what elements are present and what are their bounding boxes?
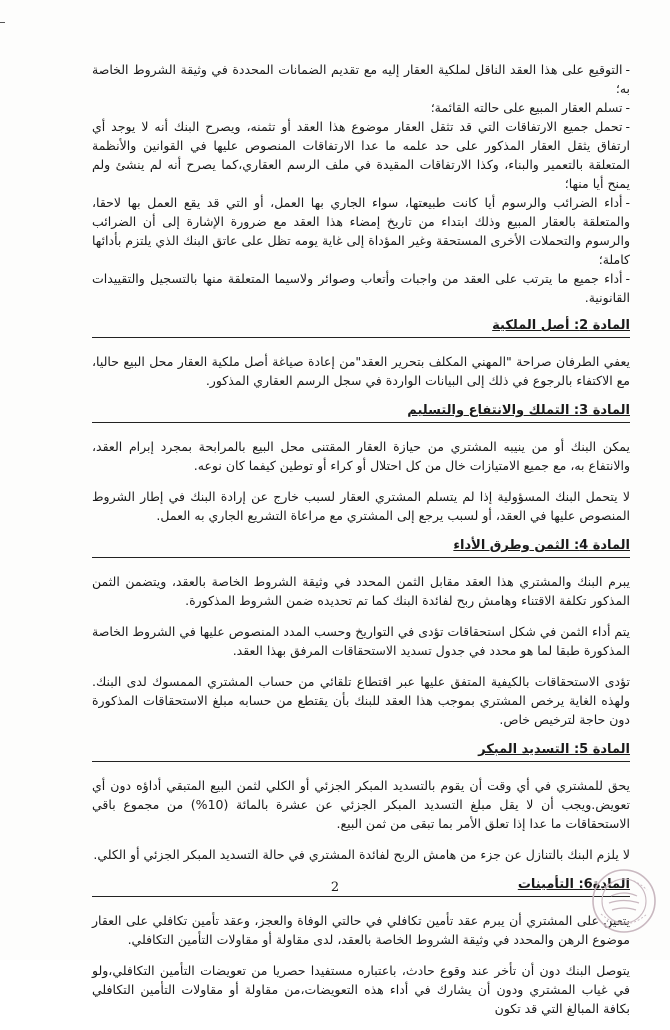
list-item: -أداء الضرائب والرسوم أيا كانت طبيعتها، سواء الجاري بها العمل، أو التي قد يقع العمل بها لاحقا، والمتعلقة بالعقار المبيع وذلك ابتداء من تاريخ إمضاء هذا العقد مع ضرورة الإشارة إلى أن الضرائب والرسوم والتحملات الأخرى المستحقة وغير المؤداة إلى غاية يومه تظل على عاتق البنك الذي يلتزم بأدائها كاملة؛ [92, 195, 630, 267]
list-item: -تسلم العقار المبيع على حالته القائمة؛ [430, 100, 630, 115]
article-6-paragraph: يتوصل البنك دون أن تأخر عند وقوع حادث، باعتباره مستفيدا حصريا من تعويضات التأمين التكافلي،ولو في غياب المشتري ودون أن يشارك في أداء هذه التعويضات،من مقاولة أو مقاولات التأمين التكافلي بكافة المبالغ التي قد تكون [92, 963, 630, 1016]
page-number: 2 [330, 880, 340, 895]
article-4-heading: المادة 4: الثمن وطرق الأداء [92, 537, 630, 558]
article-4-paragraph: تؤدى الاستحقاقات بالكيفية المتفق عليها عبر اقتطاع تلقائي من حساب المشتري الممسوك لدى البنك. ولهذه الغاية يرخص المشتري بموجب هذا العقد للبنك بأن يقتطع من حسابه مبلغ الاستحقاقات المذكورة دون حاجة لترخيص خاص. [92, 674, 630, 727]
article-5-paragraph: لا يلزم البنك بالتنازل عن جزء من هامش الربح لفائدة المشتري في حالة التسديد المبكر الجزئي أو الكلي. [93, 847, 630, 862]
list-item: -التوقيع على هذا العقد الناقل لملكية العقار إليه مع تقديم الضمانات المحددة في وثيقة الشروط الخاصة به؛ [92, 62, 630, 96]
list-item: -تحمل جميع الارتفاقات التي قد تثقل العقار موضوع هذا العقد أو تثمنه، ويصرح البنك أنه لا يوجد أي ارتفاق يثقل العقار المذكور على حد علمه ما عدا الارتفاقات المنصوص عليها في القوانين والأنظمة المتعلقة بالتعمير والبناء، وكذا الارتفاقات المقيدة في ملف الرسم العقاري،كما يصرح أنه لم ينشئ ولم يمنح أيا منها؛ [92, 119, 630, 191]
article-3-paragraph: لا يتحمل البنك المسؤولية إذا لم يتسلم المشتري العقار لسبب خارج عن إرادة البنك في إطار الشروط المنصوص عليها في العقد، أو لسبب يرجع إلى المشتري مع مراعاة التشريع الجاري به العمل. [92, 489, 630, 523]
article-2-heading: المادة 2: أصل الملكية [92, 317, 630, 338]
article-2-paragraph: يعفي الطرفان صراحة "المهني المكلف بتحرير العقد"من إعادة صياغة أصل ملكية العقار محل البيع حاليا، مع الاكتفاء بالرجوع في ذلك إلى البيانات الواردة في سجل الرسم العقاري المذكور. [92, 354, 630, 388]
institutional-seal-icon [591, 868, 657, 934]
article-5-heading: المادة 5: التسديد المبكر [92, 741, 630, 762]
article-6-heading: المادة6: التأمينات [92, 876, 630, 897]
list-item: -أداء جميع ما يترتب على العقد من واجبات وأتعاب وصوائر ولاسيما المتعلقة منها بالتسجيل والتقييدات القانونية. [92, 271, 630, 305]
article-3-heading: المادة 3: التملك والانتفاع والتسليم [92, 402, 630, 423]
article-6-paragraph: يتعين على المشتري أن يبرم عقد تأمين تكافلي في حالتي الوفاة والعجز، وعقد تأمين تكافلي على العقار موضوع الرهن والمحدد في وثيقة الشروط الخاصة بالعقد، لدى مقاولة أو مقاولات التأمين التكافلي. [92, 913, 630, 947]
edge-mark [0, 22, 5, 23]
article-3-paragraph: يمكن البنك أو من ينيبه المشتري من حيازة العقار المقتنى محل البيع بالمرابحة بمجرد إبرام العقد، والانتفاع به، مع جميع الامتيازات خال من كل احتلال أو كراء أو توطين كيفما كان نوعه. [92, 439, 630, 473]
article-5-paragraph: يحق للمشتري في أي وقت أن يقوم بالتسديد المبكر الجزئي أو الكلي لثمن البيع المتبقي أداؤه دون أي تعويض.ويجب أن لا يقل مبلغ التسديد المبكر الجزئي عن عشرة بالمائة (10%) من مجموع باقي الاستحقاقات ما عدا إذا تعلق الأمر بما تبقى من ثمن البيع. [92, 778, 631, 831]
article-4-paragraph: يبرم البنك والمشتري هذا العقد مقابل الثمن المحدد في وثيقة الشروط الخاصة بالعقد، ويتضمن الثمن المذكور تكلفة الاقتناء وهامش ربح لفائدة البنك كما تم تحديده ضمن الشروط المذكورة. [92, 574, 630, 608]
intro-bullet-list [92, 60, 630, 307]
article-4-paragraph: يتم أداء الثمن في شكل استحقاقات تؤدى في التواريخ وحسب المدد المنصوص عليها في الشروط الخاصة المذكورة طبقا لما هو محدد في جدول تسديد الاستحقاقات المرفق بهذا العقد. [92, 624, 630, 658]
